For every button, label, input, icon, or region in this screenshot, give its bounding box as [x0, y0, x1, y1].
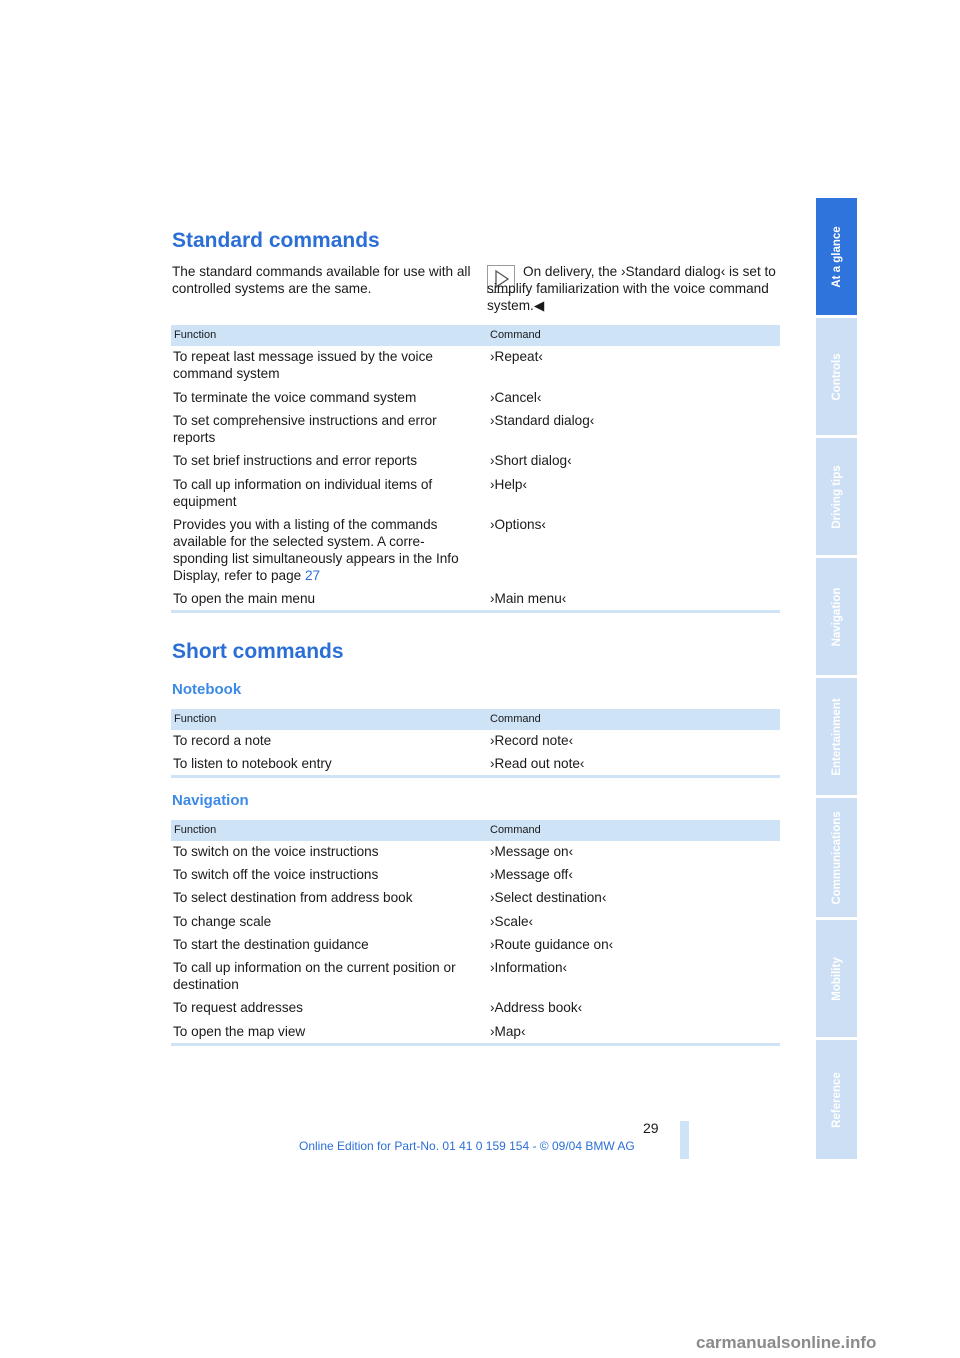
- function-cell: To start the destination guidance: [173, 937, 369, 952]
- column-header-command: Command: [490, 713, 541, 725]
- command-cell: ›Message on‹: [490, 844, 574, 859]
- subsection-title-notebook: Notebook: [172, 681, 242, 698]
- tab-controls[interactable]: [816, 318, 857, 435]
- command-cell: ›Information‹: [490, 960, 568, 975]
- command-cell: ›Repeat‹: [490, 349, 543, 364]
- function-cell: To set brief instructions and error reports: [173, 453, 418, 468]
- function-cell: To request addresses: [173, 1000, 303, 1015]
- column-header-command: Command: [490, 329, 541, 341]
- command-cell: ›Scale‹: [490, 914, 534, 929]
- table-bottom-rule: [171, 1043, 780, 1046]
- function-cell: [173, 516, 478, 584]
- column-header-function: Function: [174, 824, 217, 836]
- standard-commands-table: [171, 325, 780, 606]
- page-number: 29: [643, 1120, 659, 1136]
- command-cell: ›Cancel‹: [490, 390, 542, 405]
- footer-edition-text: Online Edition for Part-No. 01 41 0 159 154 - © 09/04 BMW AG: [299, 1139, 635, 1153]
- subsection-title-navigation: Navigation: [172, 792, 249, 809]
- command-cell: ›Read out note‹: [490, 756, 585, 771]
- tab-label: Mobility: [830, 956, 843, 1001]
- tab-navigation[interactable]: [816, 558, 857, 675]
- command-cell: ›Address book‹: [490, 1000, 583, 1015]
- table-bottom-rule: [171, 775, 780, 778]
- table-header: [171, 325, 780, 346]
- command-cell: ›Standard dialog‹: [490, 413, 595, 428]
- tab-reference[interactable]: [816, 1040, 857, 1159]
- tab-label: Communications: [830, 810, 843, 905]
- table-bottom-rule: [171, 610, 780, 613]
- table-header: [171, 709, 780, 730]
- page-number-bar: [680, 1121, 689, 1159]
- function-cell: To repeat last message issued by the voice command system: [173, 349, 433, 381]
- tab-at-a-glance[interactable]: [816, 198, 857, 315]
- intro-text: The standard commands available for use with all controlled systems are the same.: [172, 264, 471, 296]
- function-cell: To change scale: [173, 914, 272, 929]
- command-cell: ›Message off‹: [490, 867, 573, 882]
- column-header-command: Command: [490, 824, 541, 836]
- tab-label: Driving tips: [830, 464, 843, 529]
- command-cell: ›Short dialog‹: [490, 453, 572, 468]
- function-cell: To switch off the voice instructions: [173, 867, 379, 882]
- notebook-commands-table: [171, 709, 780, 771]
- function-cell: To set comprehensive instructions and error reports: [173, 413, 437, 445]
- function-cell: To open the main menu: [173, 591, 316, 606]
- function-cell: To terminate the voice command system: [173, 390, 417, 405]
- tab-label: At a glance: [830, 225, 843, 288]
- command-cell: ›Options‹: [490, 517, 546, 532]
- navigation-commands-table: [171, 820, 780, 1039]
- note-text: On delivery, the ›Standard dialog‹ is set to simplify familiarization with the voice command system.◀: [487, 264, 776, 313]
- tab-label: Reference: [830, 1071, 843, 1128]
- column-header-function: Function: [174, 713, 217, 725]
- command-cell: ›Route guidance on‹: [490, 937, 614, 952]
- column-header-function: Function: [174, 329, 217, 341]
- function-cell: To call up information on individual items of equipment: [173, 477, 433, 509]
- command-cell: ›Select destination‹: [490, 890, 607, 905]
- function-text: Provides you with a listing of the commands available for the selected system. A corre-sponding list simultaneously appears in the Info Display, refer to page: [173, 517, 459, 583]
- tab-mobility[interactable]: [816, 920, 857, 1037]
- page-reference-link[interactable]: 27: [304, 568, 321, 583]
- function-cell: To open the map view: [173, 1024, 306, 1039]
- function-cell: To record a note: [173, 733, 272, 748]
- tab-driving-tips[interactable]: [816, 438, 857, 555]
- tab-label: Entertainment: [830, 697, 843, 776]
- tab-communications[interactable]: [816, 798, 857, 917]
- command-cell: ›Main menu‹: [490, 591, 567, 606]
- tab-entertainment[interactable]: [816, 678, 857, 795]
- function-cell: To call up information on the current position or destination: [173, 960, 456, 992]
- section-title-standard-commands: Standard commands: [172, 229, 380, 252]
- function-cell: To select destination from address book: [173, 890, 413, 905]
- watermark: carmanualsonline.info: [696, 1333, 877, 1352]
- command-cell: ›Map‹: [490, 1024, 526, 1039]
- command-cell: ›Record note‹: [490, 733, 574, 748]
- function-cell: To listen to notebook entry: [173, 756, 332, 771]
- tab-label: Controls: [830, 352, 843, 401]
- function-cell: To switch on the voice instructions: [173, 844, 379, 859]
- command-cell: ›Help‹: [490, 477, 528, 492]
- table-header: [171, 820, 780, 841]
- tab-label: Navigation: [830, 587, 843, 646]
- section-title-short-commands: Short commands: [172, 640, 344, 663]
